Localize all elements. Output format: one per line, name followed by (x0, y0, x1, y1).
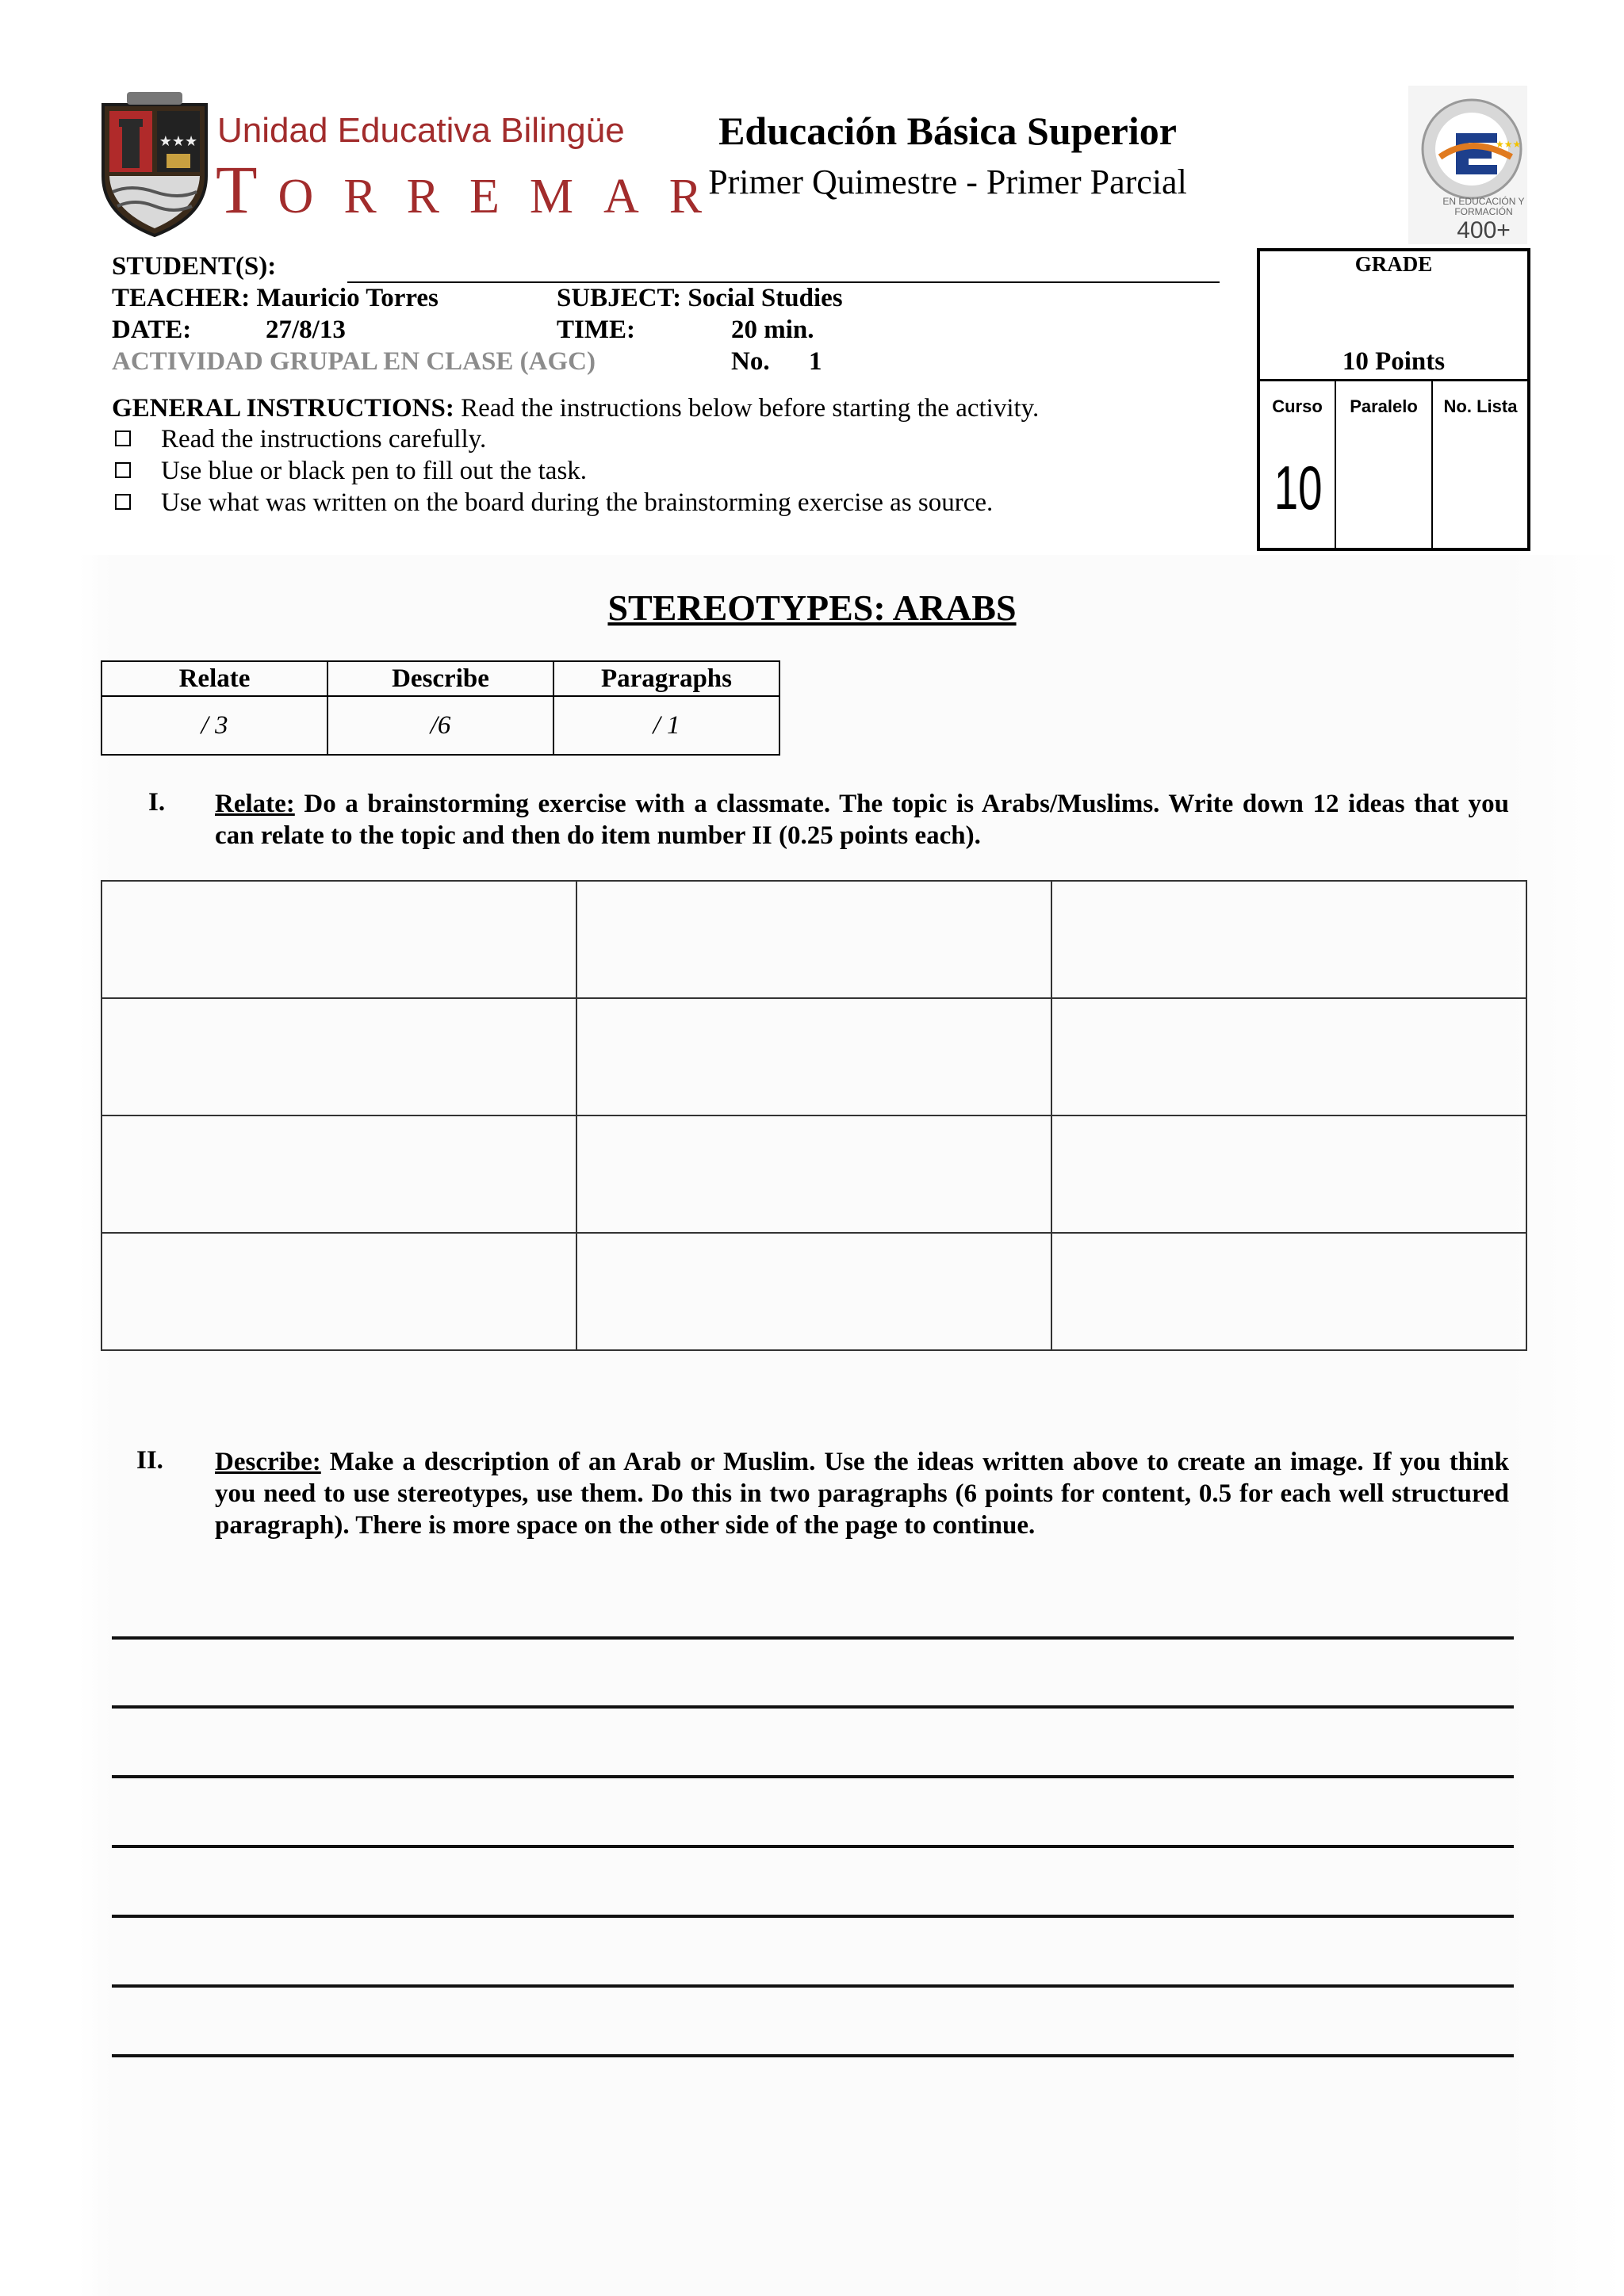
score-paragraphs[interactable]: / 1 (553, 696, 779, 755)
idea-cell[interactable] (576, 998, 1051, 1115)
instruction-item: Use blue or black pen to fill out the task. (161, 457, 588, 485)
teacher-info: TEACHER: Mauricio Torres (112, 284, 439, 312)
grid-row (102, 998, 1526, 1115)
svg-text:★★★: ★★★ (1496, 139, 1522, 150)
grade-col-lista: No. Lista (1443, 396, 1518, 416)
page-title: Educación Básica Superior (718, 109, 1177, 153)
time-value: 20 min. (731, 316, 814, 344)
idea-cell[interactable] (1051, 998, 1526, 1115)
date-value: 27/8/13 (266, 316, 346, 344)
quality-seal (1408, 86, 1527, 244)
idea-cell[interactable] (576, 881, 1051, 998)
grade-col-curso: Curso (1272, 396, 1323, 416)
writing-line[interactable] (112, 1636, 1514, 1640)
score-table-header (102, 661, 779, 696)
idea-cell[interactable] (102, 1115, 576, 1233)
school-name: Unidad Educativa Bilingüe (217, 111, 625, 150)
subject-info: SUBJECT: Social Studies (557, 284, 843, 312)
general-instructions: GENERAL INSTRUCTIONS: Read the instructions below before starting the activity. (112, 394, 1040, 423)
grid-row (102, 1115, 1526, 1233)
seal-subtext: EN EDUCACIÓN Y FORMACIÓN (1442, 196, 1525, 217)
grade-col-paralelo: Paralelo (1350, 396, 1418, 416)
number-value: 1 (809, 347, 822, 376)
checkbox[interactable] (115, 494, 131, 510)
idea-cell[interactable] (102, 881, 576, 998)
time-label: TIME: (557, 316, 635, 344)
score-table-row (102, 696, 779, 755)
student-name-line[interactable] (347, 281, 1220, 283)
date-label: DATE: (112, 316, 192, 344)
writing-line[interactable] (112, 1705, 1514, 1709)
grade-label: GRADE (1354, 252, 1433, 276)
idea-cell[interactable] (1051, 1233, 1526, 1350)
writing-line[interactable] (112, 1845, 1514, 1848)
page-subtitle: Primer Quimestre - Primer Parcial (708, 163, 1187, 201)
seal-text: 400+ (1457, 217, 1511, 243)
number-label: No. (731, 347, 770, 376)
instruction-item: Use what was written on the board during the brainstorming exercise as source. (161, 488, 994, 517)
grade-points: 10 Points (1342, 347, 1446, 376)
idea-cell[interactable] (1051, 881, 1526, 998)
checkbox[interactable] (115, 430, 131, 446)
writing-line[interactable] (112, 1984, 1514, 1988)
idea-cell[interactable] (102, 1233, 576, 1350)
grid-row (102, 881, 1526, 998)
grade-divider (1257, 379, 1530, 381)
writing-line[interactable] (112, 1775, 1514, 1778)
writing-line[interactable] (112, 1915, 1514, 1918)
section-2-instructions: Describe: Make a description of an Arab or Muslim. Use the ideas written above to create an image. If you think you need to use stereotypes, use them. Do this in two paragraphs (6 points for content, 0.5 for each well structured paragraph). There is more space on the other side of the page to continue. (215, 1448, 1509, 1540)
idea-cell[interactable] (576, 1115, 1051, 1233)
svg-text:★★★: ★★★ (159, 133, 198, 150)
crest-icon (95, 89, 214, 239)
school-name-torremar: TORREMAR (216, 151, 733, 228)
activity-heading: STEREOTYPES: ARABS (607, 587, 1017, 628)
score-describe[interactable]: /6 (327, 696, 553, 755)
grade-curso-value: 10 (1274, 453, 1323, 522)
instruction-item: Read the instructions carefully. (161, 425, 487, 453)
activity-type: ACTIVIDAD GRUPAL EN CLASE (AGC) (112, 347, 596, 376)
idea-cell[interactable] (1051, 1115, 1526, 1233)
score-table (101, 660, 780, 756)
score-header-relate: Relate (102, 661, 327, 696)
score-header-paragraphs: Paragraphs (553, 661, 779, 696)
relate-ideas-grid (101, 880, 1527, 1351)
grid-row (102, 1233, 1526, 1350)
score-header-describe: Describe (327, 661, 553, 696)
section-1-number: I. (148, 788, 166, 817)
score-relate[interactable]: / 3 (102, 696, 327, 755)
section-2-number: II. (136, 1446, 163, 1475)
writing-line[interactable] (112, 2054, 1514, 2057)
student-label: STUDENT(S): (112, 252, 277, 281)
checkbox[interactable] (115, 462, 131, 478)
idea-cell[interactable] (102, 998, 576, 1115)
idea-cell[interactable] (576, 1233, 1051, 1350)
section-1-instructions: Relate: Do a brainstorming exercise with a classmate. The topic is Arabs/Muslims. Write down 12 ideas that you can relate to the topic and then do item number II (0.25 points each). (215, 790, 1509, 850)
